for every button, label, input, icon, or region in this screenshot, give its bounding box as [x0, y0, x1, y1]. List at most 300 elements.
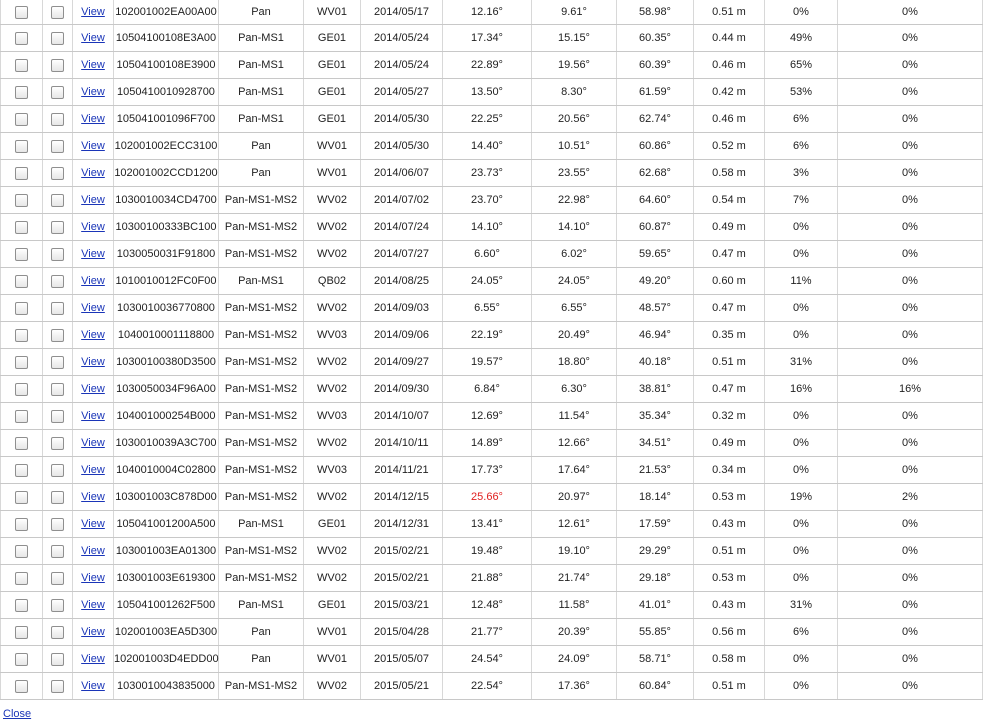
angle-1-cell: 13.50°	[443, 79, 532, 106]
sensor-cell: WV02	[304, 430, 361, 457]
select-checkbox[interactable]	[15, 140, 28, 153]
view-link-cell	[73, 673, 114, 700]
catalog-id-cell: 1030010043835000	[114, 673, 219, 700]
bands-cell: Pan	[219, 160, 304, 187]
percent-2-cell: 0%	[838, 268, 983, 295]
compare-checkbox-cell	[43, 79, 73, 106]
date-cell: 2014/09/27	[361, 349, 443, 376]
bands-cell: Pan-MS1-MS2	[219, 376, 304, 403]
percent-1-cell: 0%	[765, 565, 838, 592]
view-link[interactable]: View	[81, 140, 105, 152]
angle-3-cell: 48.57°	[617, 295, 694, 322]
bands-cell: Pan-MS1-MS2	[219, 484, 304, 511]
compare-checkbox-cell	[43, 241, 73, 268]
angle-3-cell: 41.01°	[617, 592, 694, 619]
compare-checkbox[interactable]	[51, 329, 64, 342]
select-checkbox[interactable]	[15, 329, 28, 342]
select-checkbox-cell	[1, 376, 43, 403]
select-checkbox[interactable]	[15, 302, 28, 315]
date-cell: 2015/05/07	[361, 646, 443, 673]
percent-1-cell: 0%	[765, 673, 838, 700]
bands-cell: Pan	[219, 619, 304, 646]
angle-3-cell: 58.98°	[617, 0, 694, 25]
percent-1-cell: 16%	[765, 376, 838, 403]
percent-2-cell: 0%	[838, 214, 983, 241]
select-checkbox-cell	[1, 430, 43, 457]
sensor-cell: WV02	[304, 673, 361, 700]
percent-1-cell: 31%	[765, 349, 838, 376]
table-row	[1, 322, 983, 349]
select-checkbox-cell	[1, 106, 43, 133]
table-row	[1, 511, 983, 538]
angle-1-cell: 6.60°	[443, 241, 532, 268]
select-checkbox-cell	[1, 241, 43, 268]
select-checkbox[interactable]	[15, 599, 28, 612]
select-checkbox[interactable]	[15, 464, 28, 477]
compare-checkbox[interactable]	[51, 653, 64, 666]
bands-cell: Pan-MS1	[219, 79, 304, 106]
angle-1-cell: 14.40°	[443, 133, 532, 160]
close-link[interactable]: Close	[3, 708, 32, 720]
angle-1-cell: 12.48°	[443, 592, 532, 619]
table-row	[1, 646, 983, 673]
sensor-cell: GE01	[304, 52, 361, 79]
resolution-cell: 0.47 m	[694, 295, 765, 322]
catalog-id-cell: 102001002CCD1200	[114, 160, 219, 187]
table-row	[1, 484, 983, 511]
resolution-cell: 0.51 m	[694, 673, 765, 700]
sensor-cell: WV01	[304, 160, 361, 187]
select-checkbox[interactable]	[15, 572, 28, 585]
date-cell: 2014/06/07	[361, 160, 443, 187]
percent-1-cell: 53%	[765, 79, 838, 106]
compare-checkbox-cell	[43, 349, 73, 376]
bands-cell: Pan-MS1	[219, 106, 304, 133]
select-checkbox[interactable]	[15, 86, 28, 99]
select-checkbox[interactable]	[15, 275, 28, 288]
date-cell: 2014/09/03	[361, 295, 443, 322]
compare-checkbox-cell	[43, 457, 73, 484]
view-link[interactable]: View	[81, 410, 105, 422]
compare-checkbox[interactable]	[51, 383, 64, 396]
angle-2-cell: 19.56°	[532, 52, 617, 79]
compare-checkbox[interactable]	[51, 464, 64, 477]
percent-1-cell: 0%	[765, 511, 838, 538]
angle-1-cell: 19.48°	[443, 538, 532, 565]
date-cell: 2014/11/21	[361, 457, 443, 484]
select-checkbox[interactable]	[15, 653, 28, 666]
resolution-cell: 0.43 m	[694, 511, 765, 538]
angle-1-cell: 6.55°	[443, 295, 532, 322]
compare-checkbox[interactable]	[51, 680, 64, 693]
sensor-cell: GE01	[304, 511, 361, 538]
date-cell: 2014/12/15	[361, 484, 443, 511]
compare-checkbox[interactable]	[51, 86, 64, 99]
view-link-cell	[73, 511, 114, 538]
angle-2-cell: 15.15°	[532, 25, 617, 52]
date-cell: 2014/05/24	[361, 25, 443, 52]
select-checkbox[interactable]	[15, 545, 28, 558]
compare-checkbox[interactable]	[51, 356, 64, 369]
angle-3-cell: 46.94°	[617, 322, 694, 349]
angle-2-cell: 20.39°	[532, 619, 617, 646]
compare-checkbox[interactable]	[51, 545, 64, 558]
angle-1-cell: 22.25°	[443, 106, 532, 133]
select-checkbox-cell	[1, 538, 43, 565]
resolution-cell: 0.51 m	[694, 538, 765, 565]
compare-checkbox-cell	[43, 619, 73, 646]
percent-2-cell: 0%	[838, 133, 983, 160]
bands-cell: Pan-MS1-MS2	[219, 403, 304, 430]
resolution-cell: 0.54 m	[694, 187, 765, 214]
select-checkbox[interactable]	[15, 113, 28, 126]
date-cell: 2014/08/25	[361, 268, 443, 295]
table-row	[1, 376, 983, 403]
view-link[interactable]: View	[81, 302, 105, 314]
date-cell: 2014/07/27	[361, 241, 443, 268]
select-checkbox[interactable]	[15, 491, 28, 504]
percent-1-cell: 0%	[765, 0, 838, 25]
percent-1-cell: 6%	[765, 106, 838, 133]
select-checkbox-cell	[1, 565, 43, 592]
date-cell: 2014/05/27	[361, 79, 443, 106]
bands-cell: Pan-MS1-MS2	[219, 187, 304, 214]
angle-2-cell: 23.55°	[532, 160, 617, 187]
select-checkbox[interactable]	[15, 194, 28, 207]
sensor-cell: WV02	[304, 241, 361, 268]
compare-checkbox[interactable]	[51, 248, 64, 261]
bands-cell: Pan-MS1-MS2	[219, 565, 304, 592]
percent-2-cell: 16%	[838, 376, 983, 403]
select-checkbox[interactable]	[15, 626, 28, 639]
view-link-cell	[73, 295, 114, 322]
angle-1-cell: 17.73°	[443, 457, 532, 484]
view-link[interactable]: View	[81, 356, 105, 368]
percent-2-cell: 0%	[838, 538, 983, 565]
catalog-id-cell: 105041001096F700	[114, 106, 219, 133]
select-checkbox-cell	[1, 673, 43, 700]
bands-cell: Pan-MS1-MS2	[219, 538, 304, 565]
view-link[interactable]: View	[81, 680, 105, 692]
sensor-cell: WV02	[304, 565, 361, 592]
compare-checkbox[interactable]	[51, 437, 64, 450]
angle-2-cell: 12.66°	[532, 430, 617, 457]
catalog-id-cell: 104001000254B000	[114, 403, 219, 430]
catalog-id-cell: 102001002EA00A00	[114, 0, 219, 25]
percent-2-cell: 0%	[838, 295, 983, 322]
percent-1-cell: 0%	[765, 646, 838, 673]
angle-1-cell: 23.70°	[443, 187, 532, 214]
resolution-cell: 0.47 m	[694, 241, 765, 268]
catalog-id-cell: 105041001262F500	[114, 592, 219, 619]
compare-checkbox[interactable]	[51, 32, 64, 45]
select-checkbox[interactable]	[15, 518, 28, 531]
sensor-cell: GE01	[304, 592, 361, 619]
catalog-id-cell: 1030010039A3C700	[114, 430, 219, 457]
select-checkbox[interactable]	[15, 437, 28, 450]
angle-2-cell: 21.74°	[532, 565, 617, 592]
compare-checkbox-cell	[43, 511, 73, 538]
select-checkbox-cell	[1, 79, 43, 106]
bands-cell: Pan-MS1	[219, 52, 304, 79]
sensor-cell: WV03	[304, 403, 361, 430]
view-link[interactable]: View	[81, 86, 105, 98]
select-checkbox-cell	[1, 322, 43, 349]
percent-1-cell: 6%	[765, 133, 838, 160]
view-link[interactable]: View	[81, 32, 105, 44]
select-checkbox-cell	[1, 52, 43, 79]
select-checkbox-cell	[1, 160, 43, 187]
table-row	[1, 241, 983, 268]
angle-1-cell: 13.41°	[443, 511, 532, 538]
select-checkbox[interactable]	[15, 59, 28, 72]
angle-1-cell: 12.16°	[443, 0, 532, 25]
select-checkbox-cell	[1, 457, 43, 484]
compare-checkbox-cell	[43, 565, 73, 592]
table-row	[1, 565, 983, 592]
select-checkbox[interactable]	[15, 167, 28, 180]
compare-checkbox[interactable]	[51, 275, 64, 288]
angle-3-cell: 40.18°	[617, 349, 694, 376]
view-link-cell	[73, 349, 114, 376]
view-link[interactable]: View	[81, 464, 105, 476]
view-link[interactable]: View	[81, 599, 105, 611]
table-row	[1, 673, 983, 700]
angle-1-cell: 17.34°	[443, 25, 532, 52]
compare-checkbox[interactable]	[51, 167, 64, 180]
percent-1-cell: 0%	[765, 457, 838, 484]
resolution-cell: 0.56 m	[694, 619, 765, 646]
percent-1-cell: 0%	[765, 430, 838, 457]
view-link-cell	[73, 565, 114, 592]
percent-2-cell: 0%	[838, 646, 983, 673]
select-checkbox-cell	[1, 187, 43, 214]
catalog-id-cell: 10300100333BC100	[114, 214, 219, 241]
angle-3-cell: 60.86°	[617, 133, 694, 160]
compare-checkbox[interactable]	[51, 572, 64, 585]
bands-cell: Pan-MS1	[219, 268, 304, 295]
sensor-cell: WV02	[304, 214, 361, 241]
angle-2-cell: 18.80°	[532, 349, 617, 376]
resolution-cell: 0.44 m	[694, 25, 765, 52]
sensor-cell: WV01	[304, 133, 361, 160]
angle-3-cell: 60.84°	[617, 673, 694, 700]
resolution-cell: 0.43 m	[694, 592, 765, 619]
select-checkbox[interactable]	[15, 356, 28, 369]
resolution-cell: 0.53 m	[694, 484, 765, 511]
select-checkbox-cell	[1, 403, 43, 430]
view-link[interactable]: View	[81, 59, 105, 71]
percent-1-cell: 49%	[765, 25, 838, 52]
bands-cell: Pan	[219, 0, 304, 25]
sensor-cell: WV01	[304, 0, 361, 25]
compare-checkbox[interactable]	[51, 518, 64, 531]
catalog-id-cell: 103001003EA01300	[114, 538, 219, 565]
angle-3-cell: 29.29°	[617, 538, 694, 565]
sensor-cell: GE01	[304, 106, 361, 133]
resolution-cell: 0.49 m	[694, 214, 765, 241]
percent-2-cell: 0%	[838, 565, 983, 592]
angle-2-cell: 9.61°	[532, 0, 617, 25]
percent-2-cell: 2%	[838, 484, 983, 511]
angle-3-cell: 21.53°	[617, 457, 694, 484]
catalog-id-cell: 1030010034CD4700	[114, 187, 219, 214]
catalog-id-cell: 102001003D4EDD00	[114, 646, 219, 673]
table-row	[1, 295, 983, 322]
compare-checkbox-cell	[43, 295, 73, 322]
view-link[interactable]: View	[81, 491, 105, 503]
view-link[interactable]: View	[81, 275, 105, 287]
percent-2-cell: 0%	[838, 25, 983, 52]
compare-checkbox[interactable]	[51, 6, 64, 19]
compare-checkbox[interactable]	[51, 599, 64, 612]
view-link-cell	[73, 160, 114, 187]
view-link[interactable]: View	[81, 437, 105, 449]
compare-checkbox-cell	[43, 376, 73, 403]
date-cell: 2014/05/30	[361, 133, 443, 160]
view-link[interactable]: View	[81, 545, 105, 557]
sensor-cell: WV03	[304, 457, 361, 484]
percent-2-cell: 0%	[838, 619, 983, 646]
percent-2-cell: 0%	[838, 52, 983, 79]
angle-2-cell: 17.36°	[532, 673, 617, 700]
view-link-cell	[73, 79, 114, 106]
view-link[interactable]: View	[81, 248, 105, 260]
compare-checkbox[interactable]	[51, 410, 64, 423]
compare-checkbox-cell	[43, 646, 73, 673]
view-link[interactable]: View	[81, 518, 105, 530]
compare-checkbox[interactable]	[51, 626, 64, 639]
select-checkbox[interactable]	[15, 680, 28, 693]
sensor-cell: GE01	[304, 79, 361, 106]
compare-checkbox[interactable]	[51, 140, 64, 153]
view-link[interactable]: View	[81, 221, 105, 233]
view-link[interactable]: View	[81, 113, 105, 125]
angle-3-cell: 49.20°	[617, 268, 694, 295]
percent-2-cell: 0%	[838, 592, 983, 619]
compare-checkbox-cell	[43, 106, 73, 133]
table-row	[1, 79, 983, 106]
compare-checkbox[interactable]	[51, 194, 64, 207]
percent-2-cell: 0%	[838, 106, 983, 133]
angle-3-cell: 35.34°	[617, 403, 694, 430]
bands-cell: Pan-MS1-MS2	[219, 457, 304, 484]
date-cell: 2015/04/28	[361, 619, 443, 646]
table-row	[1, 106, 983, 133]
angle-3-cell: 29.18°	[617, 565, 694, 592]
table-row	[1, 349, 983, 376]
angle-1-cell: 24.05°	[443, 268, 532, 295]
compare-checkbox[interactable]	[51, 491, 64, 504]
percent-1-cell: 0%	[765, 295, 838, 322]
compare-checkbox[interactable]	[51, 59, 64, 72]
compare-checkbox-cell	[43, 160, 73, 187]
compare-checkbox[interactable]	[51, 221, 64, 234]
view-link[interactable]: View	[81, 383, 105, 395]
sensor-cell: WV02	[304, 187, 361, 214]
view-link-cell	[73, 0, 114, 25]
select-checkbox[interactable]	[15, 383, 28, 396]
table-row	[1, 25, 983, 52]
view-link[interactable]: View	[81, 329, 105, 341]
select-checkbox-cell	[1, 619, 43, 646]
view-link[interactable]: View	[81, 6, 105, 18]
view-link-cell	[73, 187, 114, 214]
select-checkbox-cell	[1, 592, 43, 619]
view-link-cell	[73, 457, 114, 484]
select-checkbox[interactable]	[15, 221, 28, 234]
resolution-cell: 0.34 m	[694, 457, 765, 484]
sensor-cell: QB02	[304, 268, 361, 295]
view-link[interactable]: View	[81, 194, 105, 206]
compare-checkbox-cell	[43, 403, 73, 430]
angle-2-cell: 6.30°	[532, 376, 617, 403]
sensor-cell: WV03	[304, 322, 361, 349]
percent-1-cell: 19%	[765, 484, 838, 511]
sensor-cell: WV02	[304, 484, 361, 511]
angle-3-cell: 61.59°	[617, 79, 694, 106]
select-checkbox-cell	[1, 214, 43, 241]
view-link[interactable]: View	[81, 626, 105, 638]
date-cell: 2015/03/21	[361, 592, 443, 619]
select-checkbox[interactable]	[15, 32, 28, 45]
select-checkbox-cell	[1, 25, 43, 52]
angle-1-cell: 23.73°	[443, 160, 532, 187]
compare-checkbox[interactable]	[51, 302, 64, 315]
bands-cell: Pan	[219, 133, 304, 160]
compare-checkbox-cell	[43, 214, 73, 241]
resolution-cell: 0.60 m	[694, 268, 765, 295]
view-link-cell	[73, 133, 114, 160]
percent-2-cell: 0%	[838, 322, 983, 349]
view-link-cell	[73, 322, 114, 349]
angle-3-cell: 58.71°	[617, 646, 694, 673]
angle-1-cell: 12.69°	[443, 403, 532, 430]
percent-2-cell: 0%	[838, 160, 983, 187]
compare-checkbox-cell	[43, 25, 73, 52]
angle-3-cell: 17.59°	[617, 511, 694, 538]
angle-3-cell: 38.81°	[617, 376, 694, 403]
view-link[interactable]: View	[81, 167, 105, 179]
compare-checkbox-cell	[43, 133, 73, 160]
angle-1-cell: 22.54°	[443, 673, 532, 700]
catalog-id-cell: 1030050031F91800	[114, 241, 219, 268]
percent-2-cell: 0%	[838, 187, 983, 214]
angle-1-cell: 24.54°	[443, 646, 532, 673]
percent-1-cell: 3%	[765, 160, 838, 187]
catalog-id-cell: 10300100380D3500	[114, 349, 219, 376]
sensor-cell: WV02	[304, 538, 361, 565]
percent-1-cell: 31%	[765, 592, 838, 619]
angle-1-cell: 21.88°	[443, 565, 532, 592]
view-link[interactable]: View	[81, 653, 105, 665]
table-row	[1, 214, 983, 241]
view-link[interactable]: View	[81, 572, 105, 584]
view-link-cell	[73, 214, 114, 241]
select-checkbox[interactable]	[15, 248, 28, 261]
percent-1-cell: 6%	[765, 619, 838, 646]
table-row	[1, 160, 983, 187]
compare-checkbox[interactable]	[51, 113, 64, 126]
select-checkbox[interactable]	[15, 6, 28, 19]
angle-2-cell: 10.51°	[532, 133, 617, 160]
date-cell: 2014/07/24	[361, 214, 443, 241]
sensor-cell: WV02	[304, 349, 361, 376]
catalog-id-cell: 102001003EA5D300	[114, 619, 219, 646]
percent-1-cell: 11%	[765, 268, 838, 295]
select-checkbox[interactable]	[15, 410, 28, 423]
table-row	[1, 430, 983, 457]
